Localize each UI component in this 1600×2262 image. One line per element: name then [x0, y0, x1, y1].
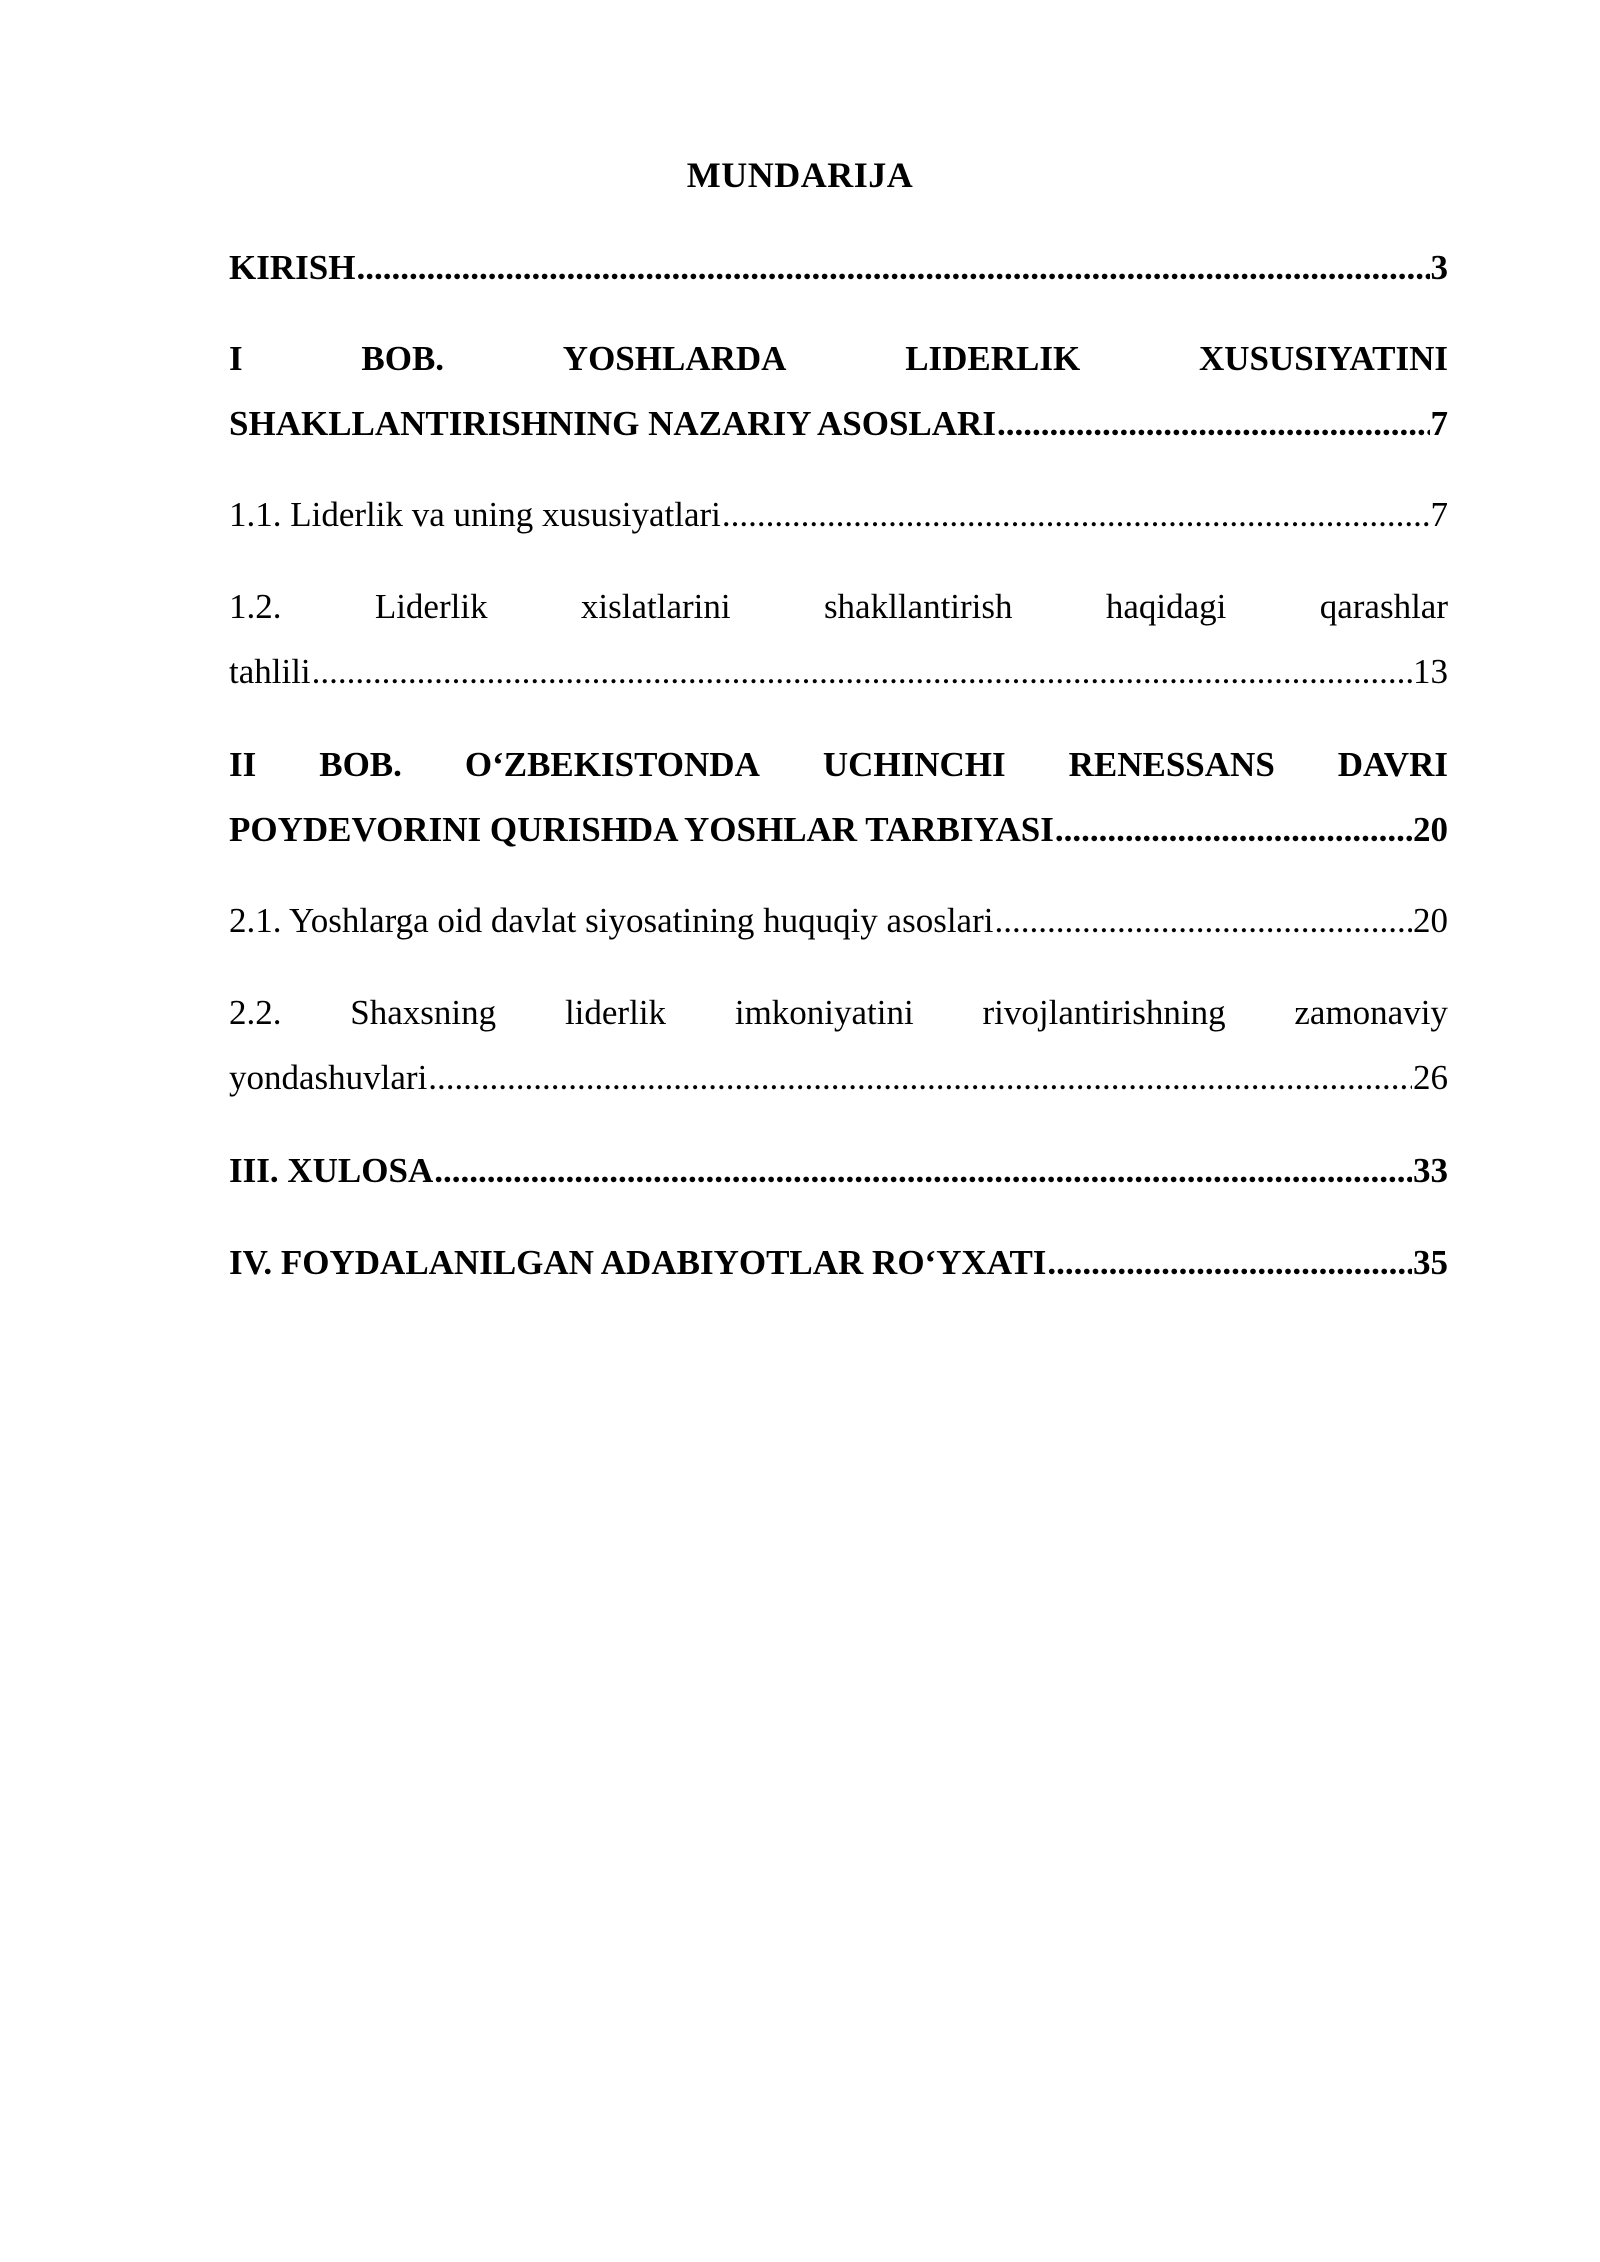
toc-word: haqidagi	[1105, 587, 1227, 626]
toc-word: XUSUSIYATINI	[1199, 339, 1448, 378]
toc-word: qarashlar	[1319, 587, 1448, 626]
toc-label: KIRISH	[229, 248, 356, 287]
toc-label: 1.1. Liderlik va uning xususiyatlari	[229, 495, 721, 534]
toc-word: Liderlik	[374, 587, 488, 626]
toc-page-number: 20	[1413, 810, 1448, 849]
toc-word: O‘ZBEKISTONDA	[464, 745, 760, 784]
toc-page-number: 13	[1413, 652, 1448, 691]
dot-leader	[994, 896, 1412, 946]
toc-heading-line-1	[229, 582, 1448, 632]
toc-page-number: 20	[1413, 901, 1448, 940]
toc-word: liderlik	[564, 993, 667, 1032]
toc-page-number: 35	[1413, 1243, 1448, 1282]
toc-entry-bob-2[interactable]	[229, 740, 1448, 855]
toc-label: tahlili	[229, 652, 311, 691]
toc-page-number: 7	[1430, 404, 1448, 443]
toc-word: DAVRI	[1337, 745, 1448, 784]
toc-label: 2.1. Yoshlarga oid davlat siyosatining huquqiy asoslari	[229, 901, 994, 940]
toc-word: LIDERLIK	[905, 339, 1081, 378]
dot-leader	[356, 243, 1429, 293]
dot-leader	[312, 647, 1412, 697]
toc-label: III. XULOSA	[229, 1151, 434, 1190]
toc-word: YOSHLARDA	[562, 339, 787, 378]
toc-label: SHAKLLANTIRISHNING NAZARIY ASOSLARI	[229, 404, 996, 443]
toc-heading-line-1	[229, 988, 1448, 1038]
dot-leader	[1055, 805, 1412, 855]
toc-heading-line-1	[229, 334, 1448, 384]
toc-word: Shaxsning	[350, 993, 497, 1032]
toc-word: BOB.	[361, 339, 445, 378]
toc-word: 2.2.	[229, 993, 282, 1032]
toc-word: UCHINCHI	[822, 745, 1006, 784]
toc-word: shakllantirish	[823, 587, 1013, 626]
dot-leader	[434, 1146, 1412, 1196]
toc-entry-adabiyotlar[interactable]	[229, 1238, 1448, 1288]
dot-leader	[997, 399, 1430, 449]
dot-leader	[428, 1053, 1412, 1103]
toc-word: BOB.	[319, 745, 402, 784]
toc-word: zamonaviy	[1294, 993, 1448, 1032]
toc-page-number: 26	[1413, 1058, 1448, 1097]
page-title: MUNDARIJA	[686, 155, 914, 195]
toc-entry-bob-1[interactable]	[229, 334, 1448, 449]
toc-word: xislatlarini	[580, 587, 731, 626]
toc-entry-2-2[interactable]	[229, 988, 1448, 1103]
toc-page-number: 7	[1430, 495, 1448, 534]
toc-label: IV. FOYDALANILGAN ADABIYOTLAR RO‘YXATI	[229, 1243, 1047, 1282]
toc-word: 1.2.	[229, 587, 282, 626]
toc-entry-xulosa[interactable]	[229, 1146, 1448, 1196]
toc-entry-1-2[interactable]	[229, 582, 1448, 697]
toc-word: rivojlantirishning	[982, 993, 1226, 1032]
toc-entry-kirish[interactable]	[229, 243, 1448, 293]
dot-leader	[1047, 1238, 1412, 1288]
toc-word: imkoniyatini	[734, 993, 914, 1032]
toc-word: RENESSANS	[1068, 745, 1275, 784]
toc-page-number: 3	[1430, 248, 1448, 287]
toc-word: II	[229, 745, 257, 784]
toc-page-number: 33	[1413, 1151, 1448, 1190]
toc-entry-2-1[interactable]	[229, 896, 1448, 946]
toc-label: yondashuvlari	[229, 1058, 428, 1097]
toc-word: I	[229, 339, 243, 378]
dot-leader	[722, 490, 1430, 540]
toc-heading-line-1	[229, 740, 1448, 790]
toc-entry-1-1[interactable]	[229, 490, 1448, 540]
toc-label: POYDEVORINI QURISHDA YOSHLAR TARBIYASI	[229, 810, 1054, 849]
